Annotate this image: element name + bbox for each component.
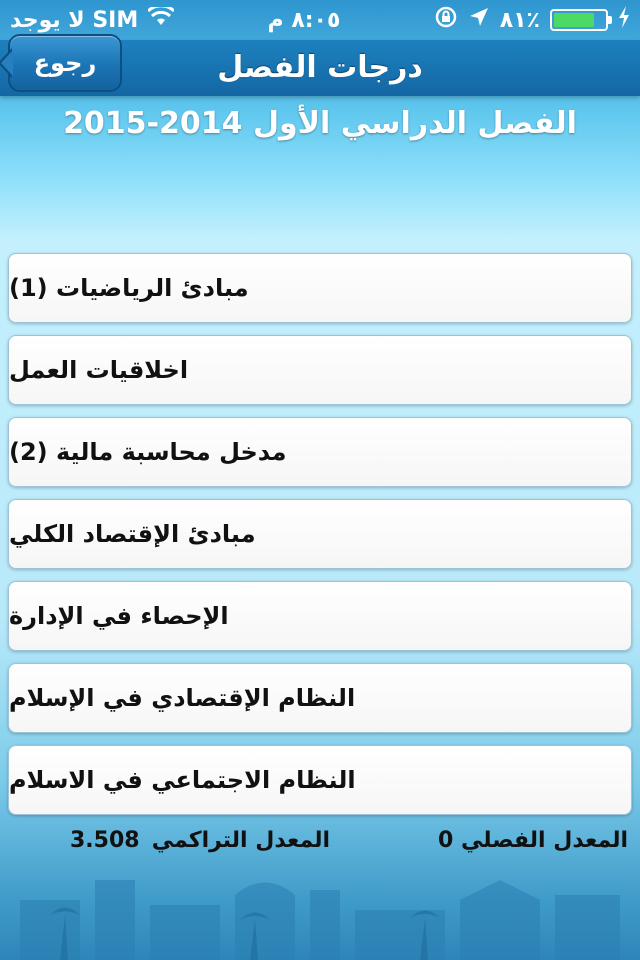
- back-button-label: رجوع: [33, 49, 97, 77]
- term-title: الفصل الدراسي الأول 2014-2015: [63, 106, 577, 141]
- course-row[interactable]: [8, 335, 632, 405]
- skyline-illustration: [0, 860, 640, 960]
- course-name: النظام الإقتصادي في الإسلام: [9, 684, 356, 712]
- course-name: الإحصاء في الإدارة: [9, 602, 229, 630]
- wifi-icon: [148, 7, 174, 33]
- status-left: [10, 7, 174, 33]
- term-gpa: المعدل الفصلي 0: [438, 828, 628, 853]
- battery-percent: ٨١٪: [499, 7, 540, 33]
- course-row[interactable]: [8, 663, 632, 733]
- page-title: درجات الفصل: [217, 50, 423, 85]
- charging-icon: [618, 6, 630, 34]
- back-button[interactable]: [8, 34, 122, 92]
- clock: ٨:٠٥ م: [267, 7, 341, 33]
- course-list: [8, 253, 632, 827]
- cumulative-gpa-label: المعدل التراكمي: [151, 828, 330, 853]
- course-row[interactable]: [8, 581, 632, 651]
- course-name: النظام الاجتماعي في الاسلام: [9, 766, 356, 794]
- gpa-summary: [0, 822, 640, 862]
- course-row[interactable]: [8, 253, 632, 323]
- orientation-lock-icon: [434, 5, 458, 35]
- course-name: مبادئ الإقتصاد الكلي: [9, 520, 256, 548]
- course-row[interactable]: [8, 499, 632, 569]
- status-right: [434, 5, 630, 35]
- carrier-label: لا يوجد SIM: [10, 7, 139, 33]
- course-name: اخلاقيات العمل: [9, 356, 189, 384]
- cumulative-gpa-value: 3.508: [70, 828, 140, 853]
- course-row[interactable]: [8, 417, 632, 487]
- course-name: مدخل محاسبة مالية (2): [9, 438, 287, 466]
- back-arrow-icon: [0, 48, 12, 78]
- course-name: مبادئ الرياضيات (1): [9, 274, 249, 302]
- battery-icon: [550, 9, 608, 31]
- location-icon: [468, 6, 490, 34]
- course-row[interactable]: [8, 745, 632, 815]
